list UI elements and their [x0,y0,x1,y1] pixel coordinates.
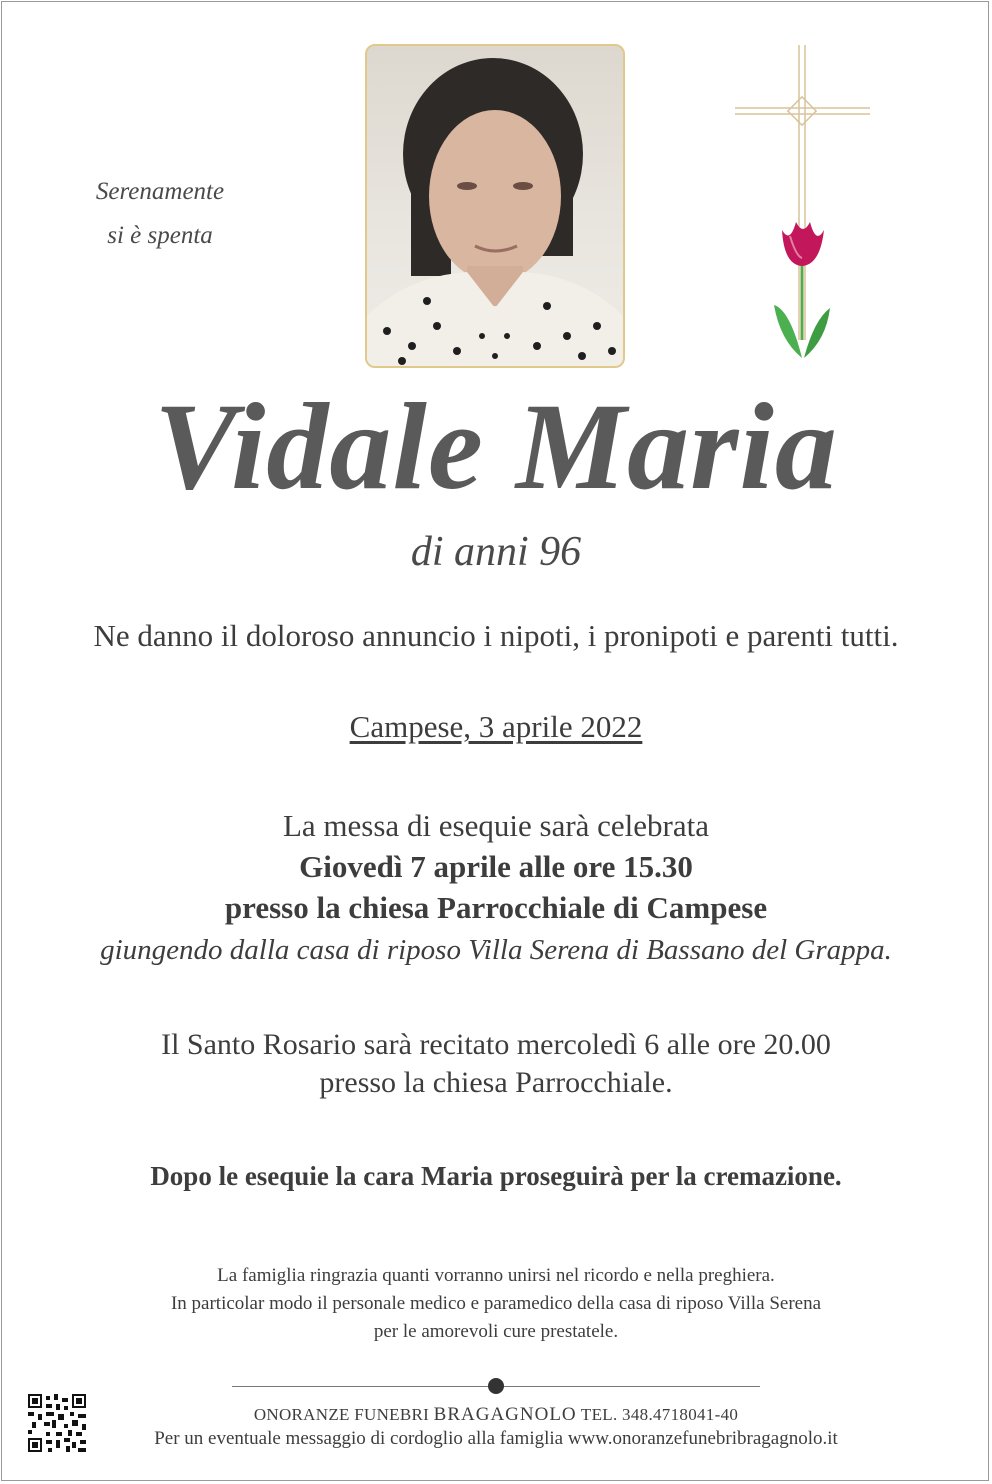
cremation-note: Dopo le esequie la cara Maria proseguirà per la cremazione. [150,1161,842,1191]
thanks-text [0,1262,992,1346]
thanks-line-2: In particolar modo il personale medico e paramedico della casa di riposo Villa Serena [170,1293,822,1314]
announcement: Ne danno il doloroso annuncio i nipoti, i pronipoti e parenti tutti. [93,618,899,653]
rosary-info [0,1026,992,1102]
intro-line-1: Serenamente [95,178,225,205]
funeral-mass-info [0,805,992,972]
rosary-line-2: presso la chiesa Parrocchiale. [319,1066,673,1099]
company-prefix: ONORANZE FUNEBRI [253,1405,430,1424]
thanks-line-1: La famiglia ringrazia quanti vorranno unirsi nel ricordo e nella preghiera. [217,1265,775,1286]
mass-location: presso la chiesa Parrocchiale di Campese [224,890,768,925]
portrait-photo [365,44,625,368]
cross-with-tulip-icon [730,40,875,370]
divider-dot [488,1378,504,1394]
intro-line-2: si è spenta [107,222,213,249]
thanks-line-3: per le amorevoli cure prestatele. [373,1321,619,1342]
mass-procession: giungendo dalla casa di riposo Villa Serena di Bassano del Grappa. [100,934,892,966]
funeral-home-info [0,1402,992,1428]
portrait-illustration [367,46,623,366]
mass-date-time: Giovedì 7 aprile alle ore 15.30 [299,849,693,884]
place-date: Campese, 3 aprile 2022 [349,709,643,744]
deceased-age: di anni 96 [410,529,582,575]
intro-text [60,170,260,258]
deceased-name: Vidale Maria [154,378,838,515]
mass-line-1: La messa di esequie sarà celebrata [282,808,710,843]
rosary-line-1: Il Santo Rosario sarà recitato mercoledì 6 alle ore 20.00 [161,1028,831,1061]
company-phone: TEL. 348.4718041-40 [580,1405,739,1424]
condolence-message: Per un eventuale messaggio di cordoglio alla famiglia www.onoranzefunebribragagnolo.it [154,1428,838,1449]
company-name: BRAGAGNOLO [433,1404,577,1425]
